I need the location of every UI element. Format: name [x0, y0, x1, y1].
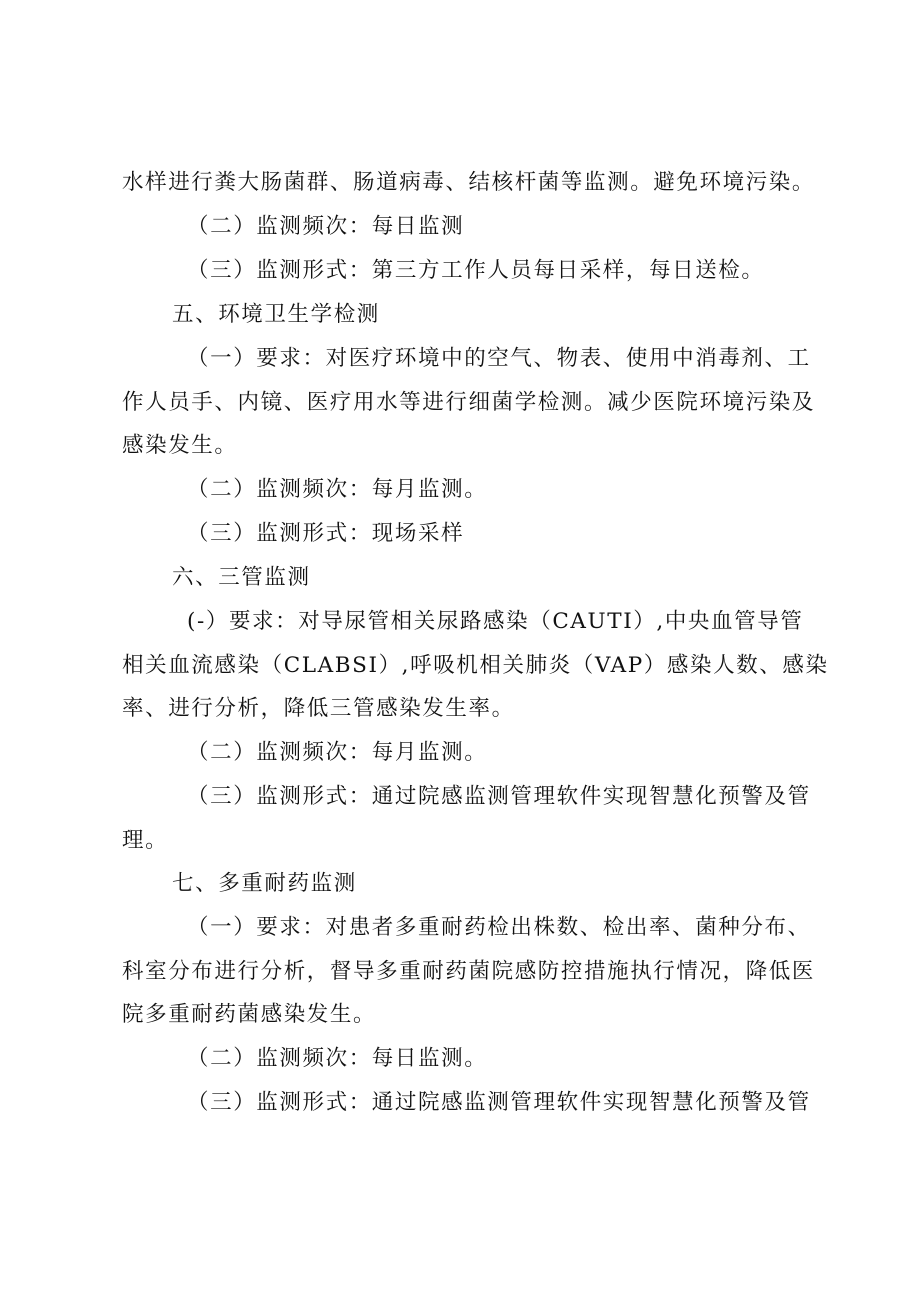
paragraph-line: 科室分布进行分析，督导多重耐药菌院感防控措施执行情况，降低医: [122, 959, 816, 984]
paragraph-line: 相关血流感染（CLABSI）,呼吸机相关肺炎（VAP）感染人数、感染: [122, 653, 829, 678]
paragraph-line: （二）监测频次：每日监测: [187, 214, 465, 239]
paragraph-line: （一）要求：对患者多重耐药检出株数、检出率、菌种分布、: [187, 915, 811, 940]
paragraph-line: 率、进行分析，降低三管感染发生率。: [122, 696, 515, 721]
paragraph-line: （三）监测形式：第三方工作人员每日采样，每日送检。: [187, 258, 765, 283]
section-heading: 五、环境卫生学检测: [172, 302, 380, 327]
paragraph-line: （二）监测频次：每日监测。: [187, 1046, 488, 1071]
paragraph-line: 感染发生。: [122, 433, 238, 458]
paragraph-line: 作人员手、内镜、医疗用水等进行细菌学检测。减少医院环境污染及: [122, 390, 816, 415]
section-heading: 六、三管监测: [172, 565, 311, 590]
paragraph-line: （二）监测频次：每月监测。: [187, 477, 488, 502]
paragraph-line: （三）监测形式：现场采样: [187, 521, 465, 546]
paragraph-line: (-）要求：对导尿管相关尿路感染（CAUTI）,中央血管导管: [187, 609, 804, 634]
paragraph-line: 院多重耐药菌感染发生。: [122, 1002, 377, 1027]
paragraph-line: 水样进行粪大肠菌群、肠道病毒、结核杆菌等监测。避免环境污染。: [122, 170, 816, 195]
paragraph-line: （一）要求：对医疗环境中的空气、物表、使用中消毒剂、工: [187, 346, 811, 371]
paragraph-line: （三）监测形式：通过院感监测管理软件实现智慧化预警及管: [187, 784, 811, 809]
section-heading: 七、多重耐药监测: [172, 871, 357, 896]
paragraph-line: （二）监测频次：每月监测。: [187, 740, 488, 765]
paragraph-line: 理。: [122, 828, 169, 853]
paragraph-line: （三）监测形式：通过院感监测管理软件实现智慧化预警及管: [187, 1090, 811, 1115]
